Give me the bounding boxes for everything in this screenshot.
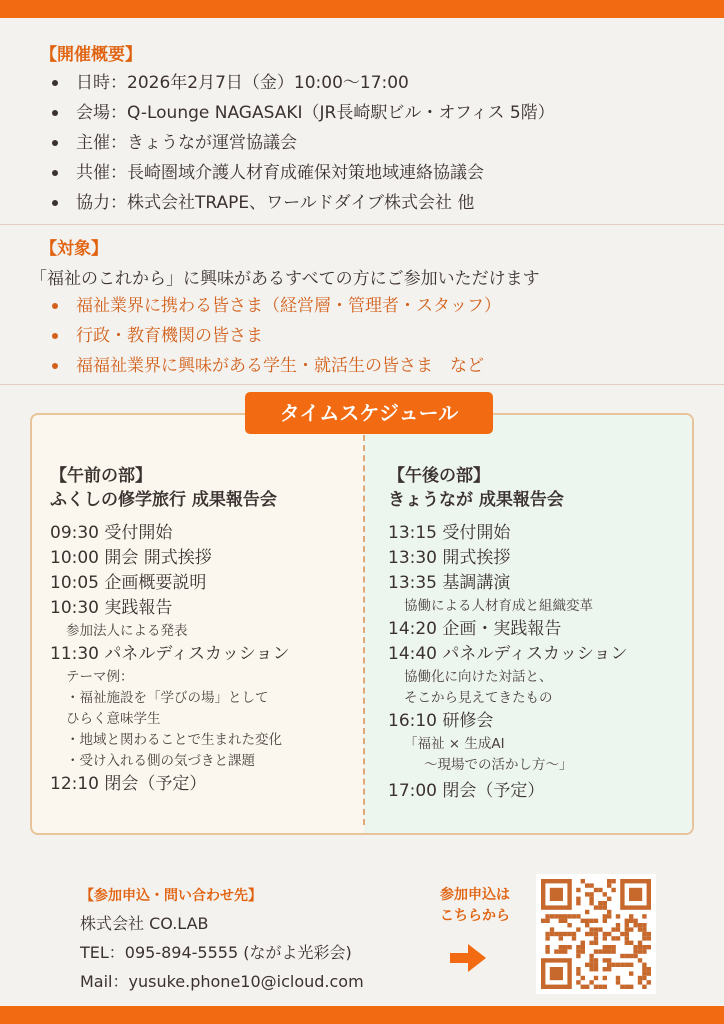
bullet-icon bbox=[52, 333, 58, 339]
afternoon-subheading: きょうなが 成果報告会 bbox=[388, 490, 564, 510]
schedule-item: 10:00 開会 開式挨拶 bbox=[50, 548, 212, 568]
schedule-item: 13:35 基調講演 bbox=[388, 573, 511, 593]
schedule-item: 14:40 パネルディスカッション bbox=[388, 644, 628, 664]
overview-item: 会場：Q-Lounge NAGASAKI（JR長崎駅ビル・オフィス 5階） bbox=[50, 98, 555, 128]
bullet-icon bbox=[52, 363, 58, 369]
overview-item: 主催：きょうなが運営協議会 bbox=[50, 128, 555, 158]
contact-tel: TEL：095-894-5555 (ながよ光彩会) bbox=[80, 943, 352, 962]
bullet-icon bbox=[52, 110, 58, 116]
schedule-note: 協働化に向けた対話と、 bbox=[404, 669, 553, 685]
apply-label: 参加申込は こちらから bbox=[440, 887, 510, 924]
morning-column bbox=[50, 464, 290, 797]
section-divider bbox=[0, 224, 724, 225]
bullet-icon bbox=[52, 303, 58, 309]
schedule-note: そこから見えてきたもの bbox=[404, 690, 553, 706]
schedule-item: 17:00 閉会（予定） bbox=[388, 781, 545, 801]
overview-list bbox=[50, 68, 555, 218]
overview-item: 共催：長崎圏域介護人材育成確保対策地域連絡協議会 bbox=[50, 158, 555, 188]
morning-subheading: ふくしの修学旅行 成果報告会 bbox=[50, 490, 277, 510]
bullet-icon bbox=[52, 80, 58, 86]
bottom-accent-bar bbox=[0, 1006, 724, 1024]
contact-title: 【参加申込・問い合わせ先】 bbox=[80, 888, 262, 904]
schedule-item: 09:30 受付開始 bbox=[50, 523, 173, 543]
schedule-note: ひらく意味学生 bbox=[66, 711, 161, 727]
target-list bbox=[50, 291, 501, 381]
schedule-note: 〜現場での活かし方〜」 bbox=[424, 757, 573, 773]
schedule-note: ・受け入れる側の気づきと課題 bbox=[66, 753, 255, 769]
afternoon-heading: 【午後の部】 bbox=[388, 466, 490, 486]
bullet-icon bbox=[52, 140, 58, 146]
schedule-note: 参加法人による発表 bbox=[66, 623, 188, 639]
schedule-item: 13:15 受付開始 bbox=[388, 523, 511, 543]
section-divider bbox=[0, 384, 724, 385]
schedule-item: 14:20 企画・実践報告 bbox=[388, 619, 562, 639]
schedule-note: 協働による人材育成と組織変革 bbox=[404, 598, 593, 614]
overview-title: 【開催概要】 bbox=[40, 45, 142, 65]
contact-mail: Mail：yusuke.phone10@icloud.com bbox=[80, 972, 364, 991]
qr-pattern bbox=[541, 879, 651, 989]
target-item: 行政・教育機関の皆さま bbox=[50, 321, 501, 351]
afternoon-column bbox=[388, 464, 628, 804]
schedule-badge: タイムスケジュール bbox=[245, 392, 493, 434]
overview-item: 日時：2026年2月7日（金）10:00〜17:00 bbox=[50, 68, 555, 98]
schedule-column-divider bbox=[363, 435, 365, 825]
morning-heading: 【午前の部】 bbox=[50, 466, 152, 486]
overview-item: 協力：株式会社TRAPE、ワールドダイブ株式会社 他 bbox=[50, 188, 555, 218]
top-accent-bar bbox=[0, 0, 724, 18]
target-lead: 「福祉のこれから」に興味があるすべての方にご参加いただけます bbox=[30, 269, 540, 289]
schedule-item: 10:30 実践報告 bbox=[50, 598, 173, 618]
schedule-item: 12:10 閉会（予定） bbox=[50, 774, 207, 794]
schedule-note: ・地域と関わることで生まれた変化 bbox=[66, 732, 282, 748]
contact-company: 株式会社 CO.LAB bbox=[80, 914, 209, 933]
arrow-right-icon bbox=[450, 944, 486, 972]
bullet-icon bbox=[52, 200, 58, 206]
bullet-icon bbox=[52, 170, 58, 176]
schedule-note: テーマ例： bbox=[66, 669, 134, 685]
schedule-note: ・福祉施設を「学びの場」として bbox=[66, 690, 269, 706]
schedule-item: 10:05 企画概要説明 bbox=[50, 573, 207, 593]
target-item: 福福祉業界に興味がある学生・就活生の皆さま など bbox=[50, 351, 501, 381]
target-item: 福祉業界に携わる皆さま（経営層・管理者・スタッフ） bbox=[50, 291, 501, 321]
schedule-item: 16:10 研修会 bbox=[388, 711, 494, 731]
schedule-item: 11:30 パネルディスカッション bbox=[50, 644, 290, 664]
qr-code[interactable] bbox=[536, 874, 656, 994]
target-title: 【対象】 bbox=[40, 239, 108, 259]
schedule-item: 13:30 開式挨拶 bbox=[388, 548, 511, 568]
schedule-note: 「福祉 × 生成AI bbox=[404, 736, 505, 752]
